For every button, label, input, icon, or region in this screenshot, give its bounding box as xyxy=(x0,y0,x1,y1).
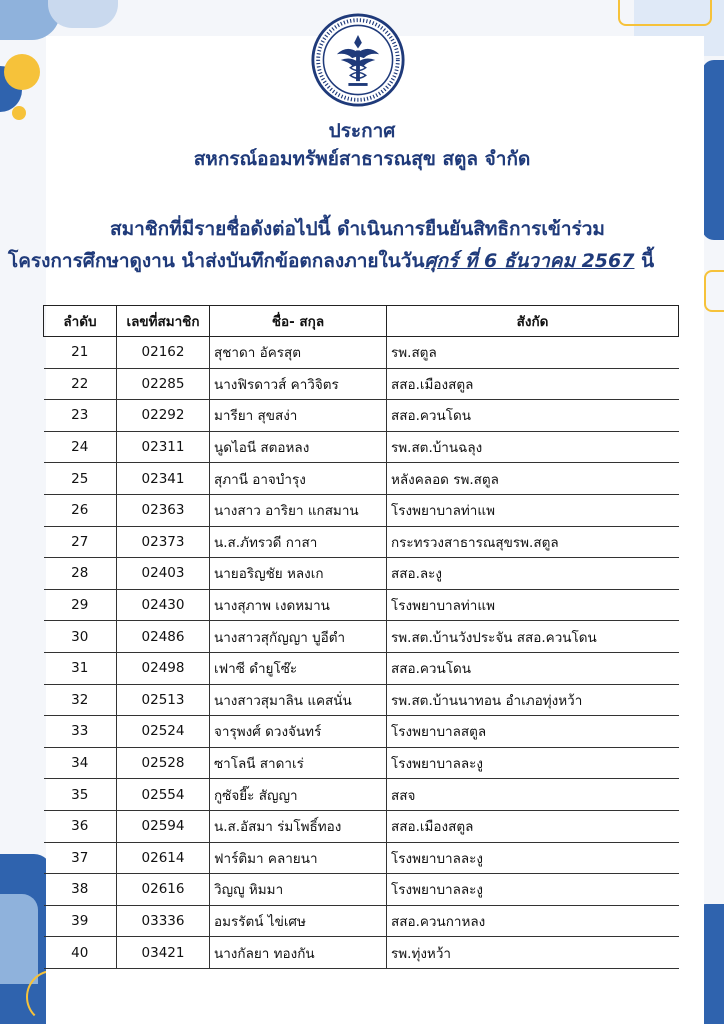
cell-member-id: 03336 xyxy=(117,905,210,937)
cell-no: 29 xyxy=(44,589,117,621)
decor-circle xyxy=(4,54,40,90)
table-row xyxy=(44,337,679,369)
cell-affiliation: สสอ.ควนโดน xyxy=(387,400,679,432)
table-row xyxy=(44,368,679,400)
cell-affiliation: รพ.ทุ่งหว้า xyxy=(387,937,679,969)
cell-no: 27 xyxy=(44,526,117,558)
table-row xyxy=(44,874,679,906)
cell-affiliation: รพ.สต.บ้านวังประจัน สสอ.ควนโดน xyxy=(387,621,679,653)
cell-member-id: 02524 xyxy=(117,716,210,748)
cell-name: นางสาวสุกัญญา บูอีตำ xyxy=(210,621,387,653)
cell-member-id: 02292 xyxy=(117,400,210,432)
cell-no: 31 xyxy=(44,652,117,684)
cell-member-id: 02311 xyxy=(117,431,210,463)
notice-text: โครงการศึกษาดูงาน นำส่งบันทึกข้อตกลงภายในวัน xyxy=(8,250,425,272)
cell-member-id: 02341 xyxy=(117,463,210,495)
cell-no: 30 xyxy=(44,621,117,653)
cell-affiliation: หลังคลอด รพ.สตูล xyxy=(387,463,679,495)
cell-no: 32 xyxy=(44,684,117,716)
cell-affiliation: โรงพยาบาลละงู xyxy=(387,874,679,906)
cell-name: นางสาว อาริยา แกสมาน xyxy=(210,494,387,526)
table-row xyxy=(44,494,679,526)
cell-no: 35 xyxy=(44,779,117,811)
cell-name: สุชาดา อัครสุต xyxy=(210,337,387,369)
decor-outline xyxy=(618,0,712,26)
table-row xyxy=(44,431,679,463)
cell-affiliation: กระทรวงสาธารณสุขรพ.สตูล xyxy=(387,526,679,558)
cell-affiliation: สสอ.เมืองสตูล xyxy=(387,368,679,400)
cell-no: 26 xyxy=(44,494,117,526)
notice-line-2 xyxy=(8,246,654,276)
cell-member-id: 02162 xyxy=(117,337,210,369)
cell-member-id: 02498 xyxy=(117,652,210,684)
column-header-name: ชื่อ- สกุล xyxy=(210,306,387,337)
cell-name: อมรรัตน์ ไข่เศษ xyxy=(210,905,387,937)
column-header-no: ลำดับ xyxy=(44,306,117,337)
cell-no: 24 xyxy=(44,431,117,463)
cell-member-id: 02486 xyxy=(117,621,210,653)
cell-member-id: 02403 xyxy=(117,558,210,590)
notice-suffix: นี้ xyxy=(634,250,655,272)
table-row xyxy=(44,526,679,558)
table-row xyxy=(44,905,679,937)
cell-no: 25 xyxy=(44,463,117,495)
cell-name: มารียา สุขสง่า xyxy=(210,400,387,432)
deadline-date: ศุกร์ ที่ 6 ธันวาคม 2567 xyxy=(424,250,635,272)
cell-affiliation: รพ.สต.บ้านนาทอน อำเภอทุ่งหว้า xyxy=(387,684,679,716)
page-title: ประกาศ xyxy=(328,120,396,142)
cell-affiliation: โรงพยาบาลละงู xyxy=(387,842,679,874)
cell-affiliation: โรงพยาบาลละงู xyxy=(387,747,679,779)
table-row xyxy=(44,652,679,684)
table-row xyxy=(44,558,679,590)
organization-name: สหกรณ์ออมทรัพย์สาธารณสุข สตูล จำกัด xyxy=(193,148,531,170)
table-row xyxy=(44,716,679,748)
cell-no: 37 xyxy=(44,842,117,874)
cell-no: 40 xyxy=(44,937,117,969)
cell-affiliation: รพ.สต.บ้านฉลุง xyxy=(387,431,679,463)
cell-no: 36 xyxy=(44,810,117,842)
cell-affiliation: โรงพยาบาลสตูล xyxy=(387,716,679,748)
cell-no: 22 xyxy=(44,368,117,400)
cell-name: ฟาร์ติมา คลายนา xyxy=(210,842,387,874)
table-row xyxy=(44,842,679,874)
table-row xyxy=(44,779,679,811)
cooperative-seal-icon xyxy=(310,12,406,108)
member-table xyxy=(43,305,679,969)
cell-no: 21 xyxy=(44,337,117,369)
cell-affiliation: สสจ xyxy=(387,779,679,811)
cell-member-id: 02513 xyxy=(117,684,210,716)
table-row xyxy=(44,937,679,969)
table-row xyxy=(44,684,679,716)
cell-no: 39 xyxy=(44,905,117,937)
cell-member-id: 02363 xyxy=(117,494,210,526)
column-header-affiliation: สังกัด xyxy=(387,306,679,337)
table-row xyxy=(44,747,679,779)
cell-affiliation: สสอ.ควนโดน xyxy=(387,652,679,684)
table-row xyxy=(44,463,679,495)
table-row xyxy=(44,400,679,432)
cell-name: เฟาซี ดำยูโซ๊ะ xyxy=(210,652,387,684)
cell-no: 23 xyxy=(44,400,117,432)
cell-no: 28 xyxy=(44,558,117,590)
cell-member-id: 02594 xyxy=(117,810,210,842)
decor-shape xyxy=(0,894,38,984)
table-row xyxy=(44,810,679,842)
cell-affiliation: สสอ.เมืองสตูล xyxy=(387,810,679,842)
cell-name: นางกัลยา ทองกัน xyxy=(210,937,387,969)
cell-affiliation: สสอ.ละงู xyxy=(387,558,679,590)
cell-no: 33 xyxy=(44,716,117,748)
cell-name: น.ส.ภัทรวดี กาสา xyxy=(210,526,387,558)
cell-name: นางสุภาพ เงดหมาน xyxy=(210,589,387,621)
decor-outline xyxy=(704,270,724,312)
cell-name: น.ส.อัสมา ร่มโพธิ์ทอง xyxy=(210,810,387,842)
cell-member-id: 03421 xyxy=(117,937,210,969)
column-header-member-id: เลขที่สมาชิก xyxy=(117,306,210,337)
cell-name: กูซัจยี๊ะ สัญญา xyxy=(210,779,387,811)
cell-name: ซาโลนี สาดาเร่ xyxy=(210,747,387,779)
cell-name: นายอริญชัย หลงเก xyxy=(210,558,387,590)
cell-member-id: 02554 xyxy=(117,779,210,811)
cell-name: นูดไอนี สตอหลง xyxy=(210,431,387,463)
cell-member-id: 02528 xyxy=(117,747,210,779)
decor-shape xyxy=(48,0,118,28)
cell-affiliation: โรงพยาบาลท่าแพ xyxy=(387,589,679,621)
cell-name: นางฟิรดาวส์ คาวิจิตร xyxy=(210,368,387,400)
cell-member-id: 02373 xyxy=(117,526,210,558)
cell-name: จารุพงศ์ ดวงจันทร์ xyxy=(210,716,387,748)
cell-member-id: 02616 xyxy=(117,874,210,906)
cell-affiliation: สสอ.ควนกาหลง xyxy=(387,905,679,937)
cell-member-id: 02430 xyxy=(117,589,210,621)
cell-member-id: 02614 xyxy=(117,842,210,874)
table-row xyxy=(44,589,679,621)
cell-affiliation: โรงพยาบาลท่าแพ xyxy=(387,494,679,526)
cell-name: นางสาวสุมาลิน แคสนั่น xyxy=(210,684,387,716)
cell-name: สุภานี อาจบำรุง xyxy=(210,463,387,495)
cell-no: 34 xyxy=(44,747,117,779)
table-row xyxy=(44,621,679,653)
cell-no: 38 xyxy=(44,874,117,906)
cell-name: วิญญู หิมมา xyxy=(210,874,387,906)
table-header-row xyxy=(44,306,679,337)
cell-affiliation: รพ.สตูล xyxy=(387,337,679,369)
notice-line-1: สมาชิกที่มีรายชื่อดังต่อไปนี้ ดำเนินการยืนยันสิทธิการเข้าร่วม xyxy=(110,218,605,240)
cell-member-id: 02285 xyxy=(117,368,210,400)
